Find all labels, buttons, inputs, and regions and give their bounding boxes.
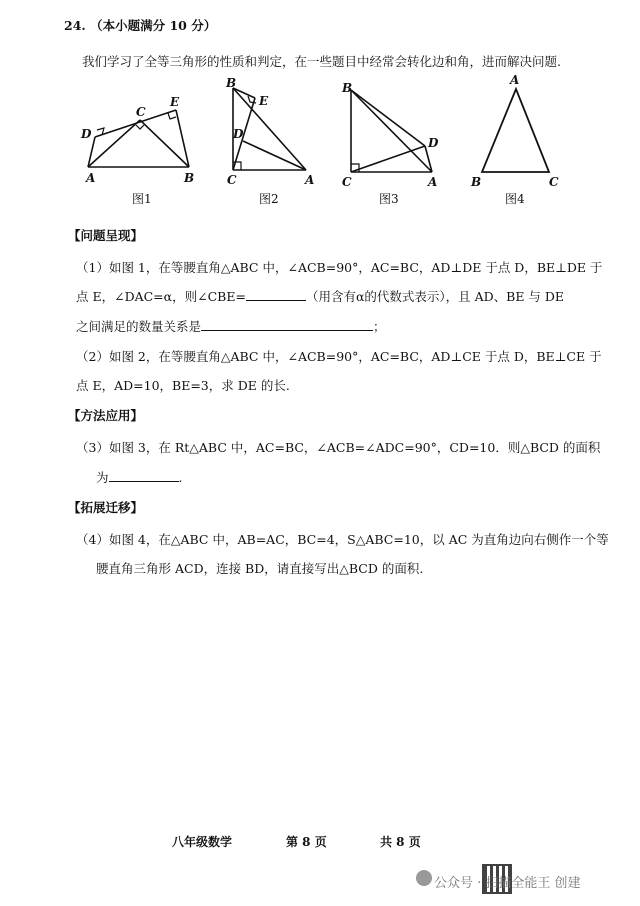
figure-1-caption: 图1 [132, 192, 152, 206]
q4-line2: 腰直角三角形 ACD，连接 BD，请直接写出△BCD 的面积. [96, 561, 424, 576]
fig1-label-C: C [136, 105, 146, 119]
q3-line1: （3）如图 3，在 Rt△ABC 中，AC=BC，∠ACB=∠ADC=90°，CD=10．则△BCD 的面积 [76, 440, 601, 455]
fig4-label-C: C [549, 175, 559, 189]
figure-4-diagram [482, 89, 549, 172]
q3-answer-blank[interactable] [109, 469, 179, 482]
fig2-label-C: C [227, 173, 237, 187]
question-number: 24. [64, 18, 86, 33]
q1-line3-suffix: ； [373, 319, 386, 334]
fig3-label-C: C [342, 175, 352, 189]
fig2-label-E: E [259, 94, 269, 108]
q2-line1: （2）如图 2，在等腰直角△ABC 中，∠ACB=90°，AC=BC，AD⊥CE 于点 D，BE⊥CE 于 [76, 349, 602, 364]
fig1-label-A: A [86, 171, 96, 185]
figure-4-caption: 图4 [505, 192, 525, 206]
fig1-label-B: B [184, 171, 195, 185]
watermark-text: 公众号 · 扫描全能王 创建 [434, 876, 581, 891]
fig4-label-A: A [510, 73, 520, 87]
q3-line2 [96, 468, 183, 486]
figures-row [0, 70, 640, 210]
q3-line2-prefix: 为 [96, 470, 109, 485]
q3-line2-suffix: . [178, 470, 183, 485]
figure-2-diagram [233, 88, 306, 170]
footer-total: 共 8 页 [380, 835, 421, 849]
q1-line2-prefix: 点 E，∠DAC=α，则∠CBE= [76, 289, 246, 304]
fig1-label-D: D [81, 127, 92, 141]
figure-3-caption: 图3 [379, 192, 399, 206]
fig2-label-D: D [233, 127, 244, 141]
q1-line3-prefix: 之间满足的数量关系是 [76, 319, 202, 334]
q1-line3 [76, 317, 386, 335]
q1-line1: （1）如图 1，在等腰直角△ABC 中，∠ACB=90°，AC=BC，AD⊥DE 于点 D，BE⊥DE 于 [76, 260, 603, 275]
figure-2-caption: 图2 [259, 192, 279, 206]
footer-subject: 八年级数学 [172, 835, 233, 849]
fig1-label-E: E [170, 95, 180, 109]
fig4-label-B: B [471, 175, 482, 189]
fig3-label-B: B [342, 81, 353, 95]
wechat-icon [416, 870, 432, 886]
fig2-label-A: A [305, 173, 315, 187]
fig3-label-D: D [428, 136, 439, 150]
figure-3-diagram [351, 90, 432, 172]
fig2-label-B: B [226, 76, 237, 90]
fig3-label-A: A [428, 175, 438, 189]
q1-line2-suffix: （用含有α的代数式表示），且 AD、BE 与 DE [305, 289, 565, 304]
section-problem: 【问题呈现】 [68, 228, 144, 243]
q4-line1: （4）如图 4，在△ABC 中，AB=AC，BC=4，S△ABC=10，以 AC 为直角边向右侧作一个等 [76, 532, 609, 547]
section-extend: 【拓展迁移】 [68, 500, 144, 515]
footer-page: 第 8 页 [286, 835, 327, 849]
question-header [64, 16, 216, 34]
q1-answer-blank-1[interactable] [246, 288, 306, 301]
section-method: 【方法应用】 [68, 408, 144, 423]
q2-line2: 点 E，AD=10，BE=3，求 DE 的长. [76, 378, 290, 393]
q1-line2 [76, 287, 564, 305]
intro-text: 我们学习了全等三角形的性质和判定，在一些题目中经常会转化边和角，进而解决问题. [82, 54, 561, 69]
score-note: （本小题满分 10 分） [90, 18, 217, 33]
q1-answer-blank-2[interactable] [201, 318, 373, 331]
